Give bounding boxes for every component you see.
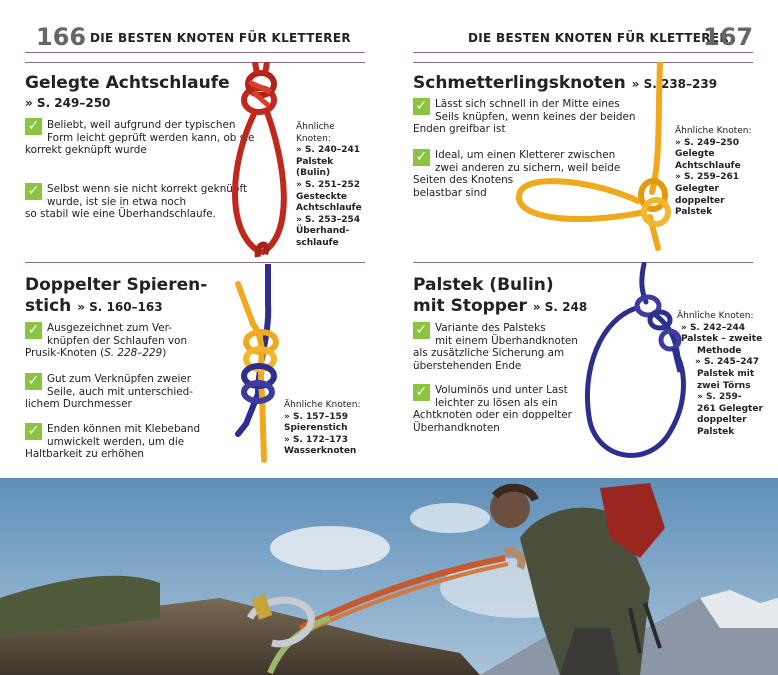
section-title: Schmetterlingsknoten » S. 238–239 xyxy=(413,73,718,93)
section-title: Palstek (Bulin) mit Stopper » S. 248 xyxy=(413,275,588,316)
left-page-number: 166 xyxy=(36,23,87,51)
climber-photo xyxy=(0,478,778,675)
similar-knots: Ähnliche Knoten: » S. 249–250 Gelegte Achtschlaufe » S. 259–261 Gelegter doppelter Palstek xyxy=(675,126,752,218)
similar-knots: Ähnliche Knoten: » S. 157–159 Spierenstich » S. 172–173 Wasserknoten xyxy=(284,400,361,457)
check-icon: ✓ xyxy=(25,118,42,135)
left-running-title: DIE BESTEN KNOTEN FÜR KLETTERER xyxy=(90,31,351,45)
bullet-point: Voluminös und unter Last leichter zu lösen als ein Achtknoten oder ein doppelter Überhandknoten xyxy=(413,384,572,434)
right-running-title: DIE BESTEN KNOTEN FÜR KLETTERER xyxy=(468,31,729,45)
figure-eight-loop-illustration xyxy=(225,62,295,262)
double-fishermans-knot-illustration xyxy=(228,264,288,464)
section-rule xyxy=(25,262,365,263)
check-icon: ✓ xyxy=(413,98,430,115)
section-rule xyxy=(25,62,365,63)
bullet-point: Ausgezeichnet zum Ver- knüpfen der Schlaufen von Prusik-Knoten (S. 228–229) xyxy=(25,322,188,360)
bullet-point: Selbst wenn sie nicht korrekt geknüpft wurde, ist sie in etwa noch so stabil wie eine Überhandschlaufe. xyxy=(25,183,248,221)
similar-knots: Ähnliche Knoten: » S. 240–241 Palstek (Bulin) » S. 251–252 Gesteckte Achtschlaufe » S. 253–254 Überhand- schlaufe xyxy=(296,122,362,248)
header-rule-left xyxy=(25,52,365,53)
check-icon: ✓ xyxy=(413,384,430,401)
section-title: Gelegte Achtschlaufe xyxy=(25,73,230,93)
page-reference: » S. 249–250 xyxy=(25,96,111,110)
bullet-point: Ideal, um einen Kletterer zwischen zwei anderen zu sichern, weil beide Seiten des Knotens belastbar sind xyxy=(413,149,621,199)
bullet-point: Beliebt, weil aufgrund der typischen Form leicht geprüft werden kann, ob sie korrekt geknüpft wurde xyxy=(25,119,255,157)
bullet-point: Enden können mit Klebeband umwickelt werden, um die Haltbarkeit zu erhöhen xyxy=(25,423,201,461)
check-icon: ✓ xyxy=(413,322,430,339)
bullet-point: Gut zum Verknüpfen zweier Seile, auch mit unterschied- lichem Durchmesser xyxy=(25,373,193,411)
bowline-with-stopper-illustration xyxy=(580,262,690,467)
bullet-point: Lässt sich schnell in der Mitte eines Seils knüpfen, wenn keines der beiden Enden greifbar ist xyxy=(413,98,636,136)
section-title: Doppelter Spieren- stich » S. 160–163 xyxy=(25,275,208,316)
similar-knots: Ähnliche Knoten: » S. 242–244 Palstek – zweite Methode » S. 245–247 Palstek mit zwei Törns » S. 259- 261 Gelegter doppelter Palstek xyxy=(677,311,763,437)
check-icon: ✓ xyxy=(25,183,42,200)
check-icon: ✓ xyxy=(25,373,42,390)
right-page-number: 167 xyxy=(703,23,754,51)
header-rule-right xyxy=(413,52,753,53)
check-icon: ✓ xyxy=(25,322,42,339)
bullet-point: Variante des Palsteks mit einem Überhandknoten als zusätzliche Sicherung am überstehenden Ende xyxy=(413,322,578,372)
alpine-butterfly-knot-illustration xyxy=(510,62,680,252)
check-icon: ✓ xyxy=(413,149,430,166)
check-icon: ✓ xyxy=(25,423,42,440)
